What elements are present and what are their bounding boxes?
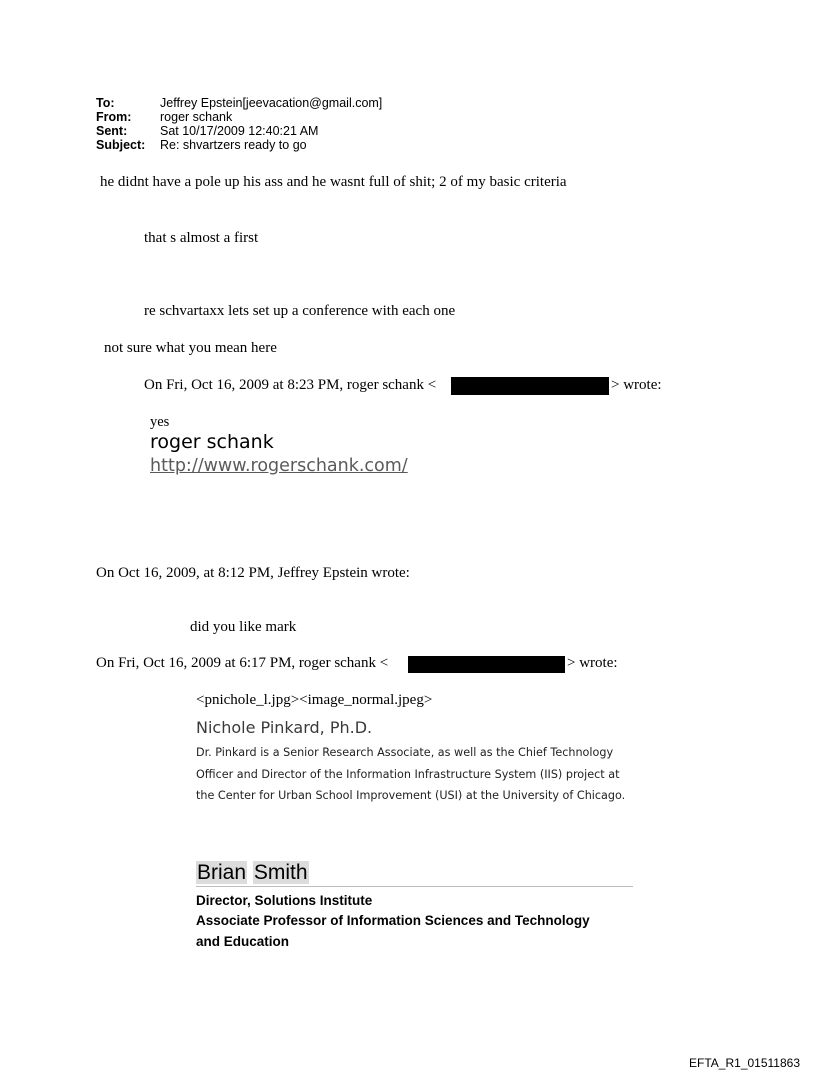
quote-3-suffix: > wrote:: [567, 655, 618, 671]
quote-3-prefix: On Fri, Oct 16, 2009 at 6:17 PM, roger schank <: [96, 655, 389, 671]
subject-value: Re: shvartzers ready to go: [160, 138, 307, 152]
body-line-4: not sure what you mean here: [104, 340, 277, 356]
reply-yes: yes: [150, 414, 170, 430]
sent-label: Sent:: [96, 124, 128, 138]
profile-divider: [196, 886, 633, 887]
quote-1-suffix: > wrote:: [611, 377, 662, 393]
body-line-1: he didnt have a pole up his ass and he wasnt full of shit; 2 of my basic criteria: [100, 174, 567, 190]
redaction-block-2: [408, 656, 565, 673]
document-id: EFTA_R1_01511863: [689, 1056, 800, 1070]
profile-title-1: Director, Solutions Institute: [196, 893, 373, 908]
profile-name-smith: [196, 861, 309, 885]
to-value: Jeffrey Epstein[jeevacation@gmail.com]: [160, 96, 383, 110]
from-label: From:: [96, 110, 132, 124]
quote-1-prefix: On Fri, Oct 16, 2009 at 8:23 PM, roger schank <: [144, 377, 437, 393]
smith-last-name: Smith: [253, 861, 308, 884]
subject-label: Subject:: [96, 138, 146, 152]
quote-2-text: did you like mark: [190, 619, 297, 635]
signature-link[interactable]: http://www.rogerschank.com/: [150, 456, 408, 476]
smith-first-name: Brian: [197, 861, 247, 884]
redaction-block-1: [451, 377, 609, 395]
signature-name: roger schank: [150, 431, 274, 453]
quote-header-2: On Oct 16, 2009, at 8:12 PM, Jeffrey Epstein wrote:: [96, 565, 410, 581]
attachment-names: <pnichole_l.jpg><image_normal.jpeg>: [196, 692, 433, 708]
profile-name-pinkard: Nichole Pinkard, Ph.D.: [196, 718, 373, 737]
sent-value: Sat 10/17/2009 12:40:21 AM: [160, 124, 319, 138]
to-label: To:: [96, 96, 115, 110]
body-line-2: that s almost a first: [144, 230, 259, 246]
profile-title-2: Associate Professor of Information Sciences and Technology and Education: [196, 913, 590, 949]
body-line-3: re schvartaxx lets set up a conference with each one: [144, 303, 456, 319]
from-value: roger schank: [160, 110, 233, 124]
profile-bio-pinkard: Dr. Pinkard is a Senior Research Associate, as well as the Chief Technology Officer and Director of the Information Infrastructure System (IIS) project at the Center for Urban School Improvement (USI) at the University of Chicago.: [196, 746, 626, 802]
